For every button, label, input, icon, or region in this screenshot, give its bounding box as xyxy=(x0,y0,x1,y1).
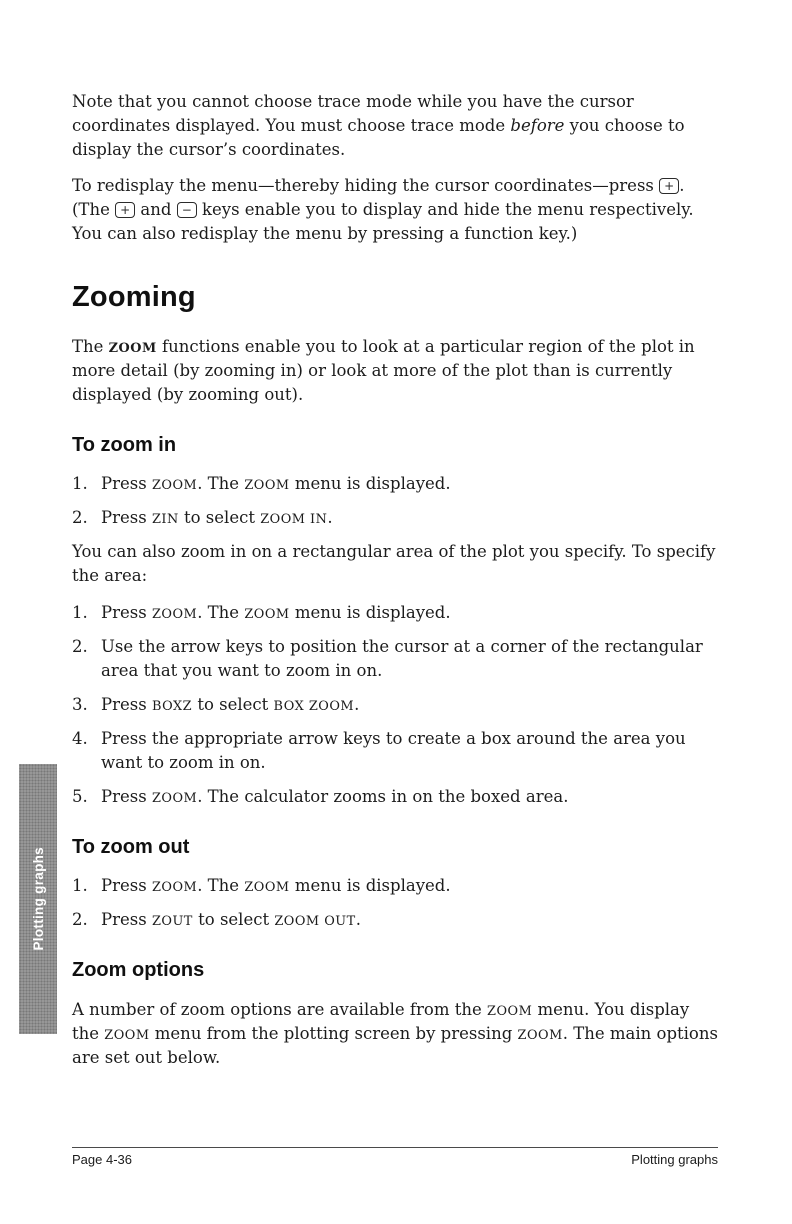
text-run-smallcaps: ZOOM xyxy=(517,1027,563,1043)
plus-key-icon: + xyxy=(115,202,135,218)
numbered-list-zoom-out xyxy=(72,874,718,932)
subheading-to-zoom-in: To zoom in xyxy=(72,434,177,457)
text-run: . The xyxy=(197,474,245,494)
text-run-smallcaps: ZOOM xyxy=(244,478,290,494)
text-run: menu. You display the xyxy=(72,999,690,1043)
numbered-list-box-zoom xyxy=(72,601,718,810)
list-item xyxy=(72,693,718,717)
text-run: . xyxy=(355,910,361,930)
paragraph-trace-note xyxy=(72,90,718,162)
text-run: . The main options are set out below. xyxy=(72,1023,718,1067)
list-number: 4. xyxy=(72,728,88,748)
text-run: to select xyxy=(192,910,275,930)
text-run: . xyxy=(327,508,333,528)
list-item-text xyxy=(101,874,718,898)
paragraph-zoom-options xyxy=(72,998,718,1070)
text-run-smallcaps: ZOOM xyxy=(244,880,290,896)
text-run: . The calculator zooms in on the boxed area. xyxy=(197,787,569,806)
text-run: Note that you cannot choose trace mode while you have the cursor coordinates displayed. You must choose trace mode xyxy=(72,92,634,136)
text-run-smallcaps: ZOOM xyxy=(151,880,198,896)
paragraph-zoom-intro xyxy=(72,335,718,407)
text-run-smallcaps: ZOOM xyxy=(151,478,198,494)
text-run-smallcaps: ZOOM xyxy=(151,791,198,806)
text-run: A number of zoom options are available from the xyxy=(72,999,487,1019)
list-item-text xyxy=(101,601,718,625)
list-item xyxy=(72,601,718,625)
text-run: . (The xyxy=(72,176,685,220)
text-run: menu is displayed. xyxy=(289,474,451,494)
list-item xyxy=(72,506,718,530)
text-run-smallcaps: ZOOM xyxy=(244,606,290,622)
subheading-to-zoom-out: To zoom out xyxy=(72,836,190,859)
list-number: 3. xyxy=(72,694,88,714)
list-number: 2. xyxy=(72,636,88,656)
text-run-smallcaps: ZOOM xyxy=(104,1027,150,1043)
list-item-text xyxy=(101,785,718,809)
text-run: Press xyxy=(101,602,152,622)
footer-page-number: Page 4-36 xyxy=(72,1152,132,1167)
page-content xyxy=(72,90,718,1082)
text-run: Press xyxy=(101,474,152,494)
text-run: and xyxy=(135,200,177,220)
list-number: 1. xyxy=(72,876,88,896)
list-number: 5. xyxy=(72,787,88,806)
section-heading-zooming: Zooming xyxy=(72,281,196,314)
list-item-text xyxy=(101,693,718,717)
text-run: functions enable you to look at a particular region of the plot in more detail (by zooming in) or look at more of the plot than is currently displayed (by zooming out). xyxy=(72,336,695,404)
text-run: you choose to display the cursor’s coordinates. xyxy=(72,116,685,160)
text-run: to select xyxy=(192,694,274,714)
text-run: Press xyxy=(101,694,152,714)
text-run: menu is displayed. xyxy=(289,876,451,896)
subheading-zoom-options: Zoom options xyxy=(72,959,205,982)
text-run-smallcaps: ZOOM OUT xyxy=(274,914,356,930)
text-run: Press xyxy=(101,508,152,528)
numbered-list-zoom-in xyxy=(72,472,718,530)
text-run: keys enable you to display and hide the menu respectively. You can also redisplay the menu by pressing a function key.) xyxy=(72,200,694,244)
plus-key-icon: + xyxy=(659,178,679,194)
list-item xyxy=(72,727,718,775)
text-run-smallcaps: ZIN xyxy=(151,512,179,528)
text-run: Press the appropriate arrow keys to create a box around the area you want to zoom in on. xyxy=(101,728,686,772)
text-run-smallcaps: ZOOM xyxy=(487,1003,533,1019)
text-run: menu is displayed. xyxy=(289,602,451,622)
list-item xyxy=(72,472,718,496)
list-number: 1. xyxy=(72,474,88,494)
text-run: . The xyxy=(197,876,245,896)
list-number: 2. xyxy=(72,508,88,528)
text-run: Press xyxy=(101,910,152,930)
text-run-smallcaps: BOX ZOOM xyxy=(273,698,355,714)
list-item xyxy=(72,785,718,809)
list-item xyxy=(72,635,718,683)
list-number: 1. xyxy=(72,602,88,622)
chapter-tab xyxy=(19,764,57,1034)
text-run: To redisplay the menu—thereby hiding the cursor coordinates—press xyxy=(72,176,660,196)
text-run: . xyxy=(354,694,360,714)
text-run: . The xyxy=(197,602,245,622)
list-item xyxy=(72,874,718,898)
list-item-text xyxy=(101,727,718,775)
footer-chapter-title: Plotting graphs xyxy=(631,1152,718,1167)
text-run: Press xyxy=(101,876,152,896)
text-run-smallcaps: ZOOM xyxy=(151,606,198,622)
list-item-text xyxy=(101,506,718,530)
list-item-text xyxy=(101,472,718,496)
text-run: to select xyxy=(178,508,261,528)
list-item-text xyxy=(101,908,718,932)
text-run-smallcaps: ZOUT xyxy=(151,914,193,930)
list-number: 2. xyxy=(72,910,88,930)
text-run-smallcaps: BOXZ xyxy=(151,698,193,714)
list-item-text xyxy=(101,635,718,683)
paragraph-redisplay-menu xyxy=(72,174,718,246)
text-run: Use the arrow keys to position the cursor at a corner of the rectangular area that you want to zoom in on. xyxy=(101,636,703,680)
footer-rule xyxy=(72,1147,718,1148)
text-run-italic: before xyxy=(510,116,565,136)
text-run-smallcaps: ZOOM xyxy=(108,340,157,356)
text-run: menu from the plotting screen by pressing xyxy=(149,1023,518,1043)
chapter-tab-label: Plotting graphs xyxy=(30,847,46,951)
minus-key-icon: − xyxy=(177,202,197,218)
text-run: Press xyxy=(101,787,152,806)
text-run: The xyxy=(72,336,109,356)
text-run-smallcaps: ZOOM IN xyxy=(260,512,328,528)
paragraph-rectangular-area: You can also zoom in on a rectangular area of the plot you specify. To specify the area: xyxy=(72,542,716,586)
list-item xyxy=(72,908,718,932)
